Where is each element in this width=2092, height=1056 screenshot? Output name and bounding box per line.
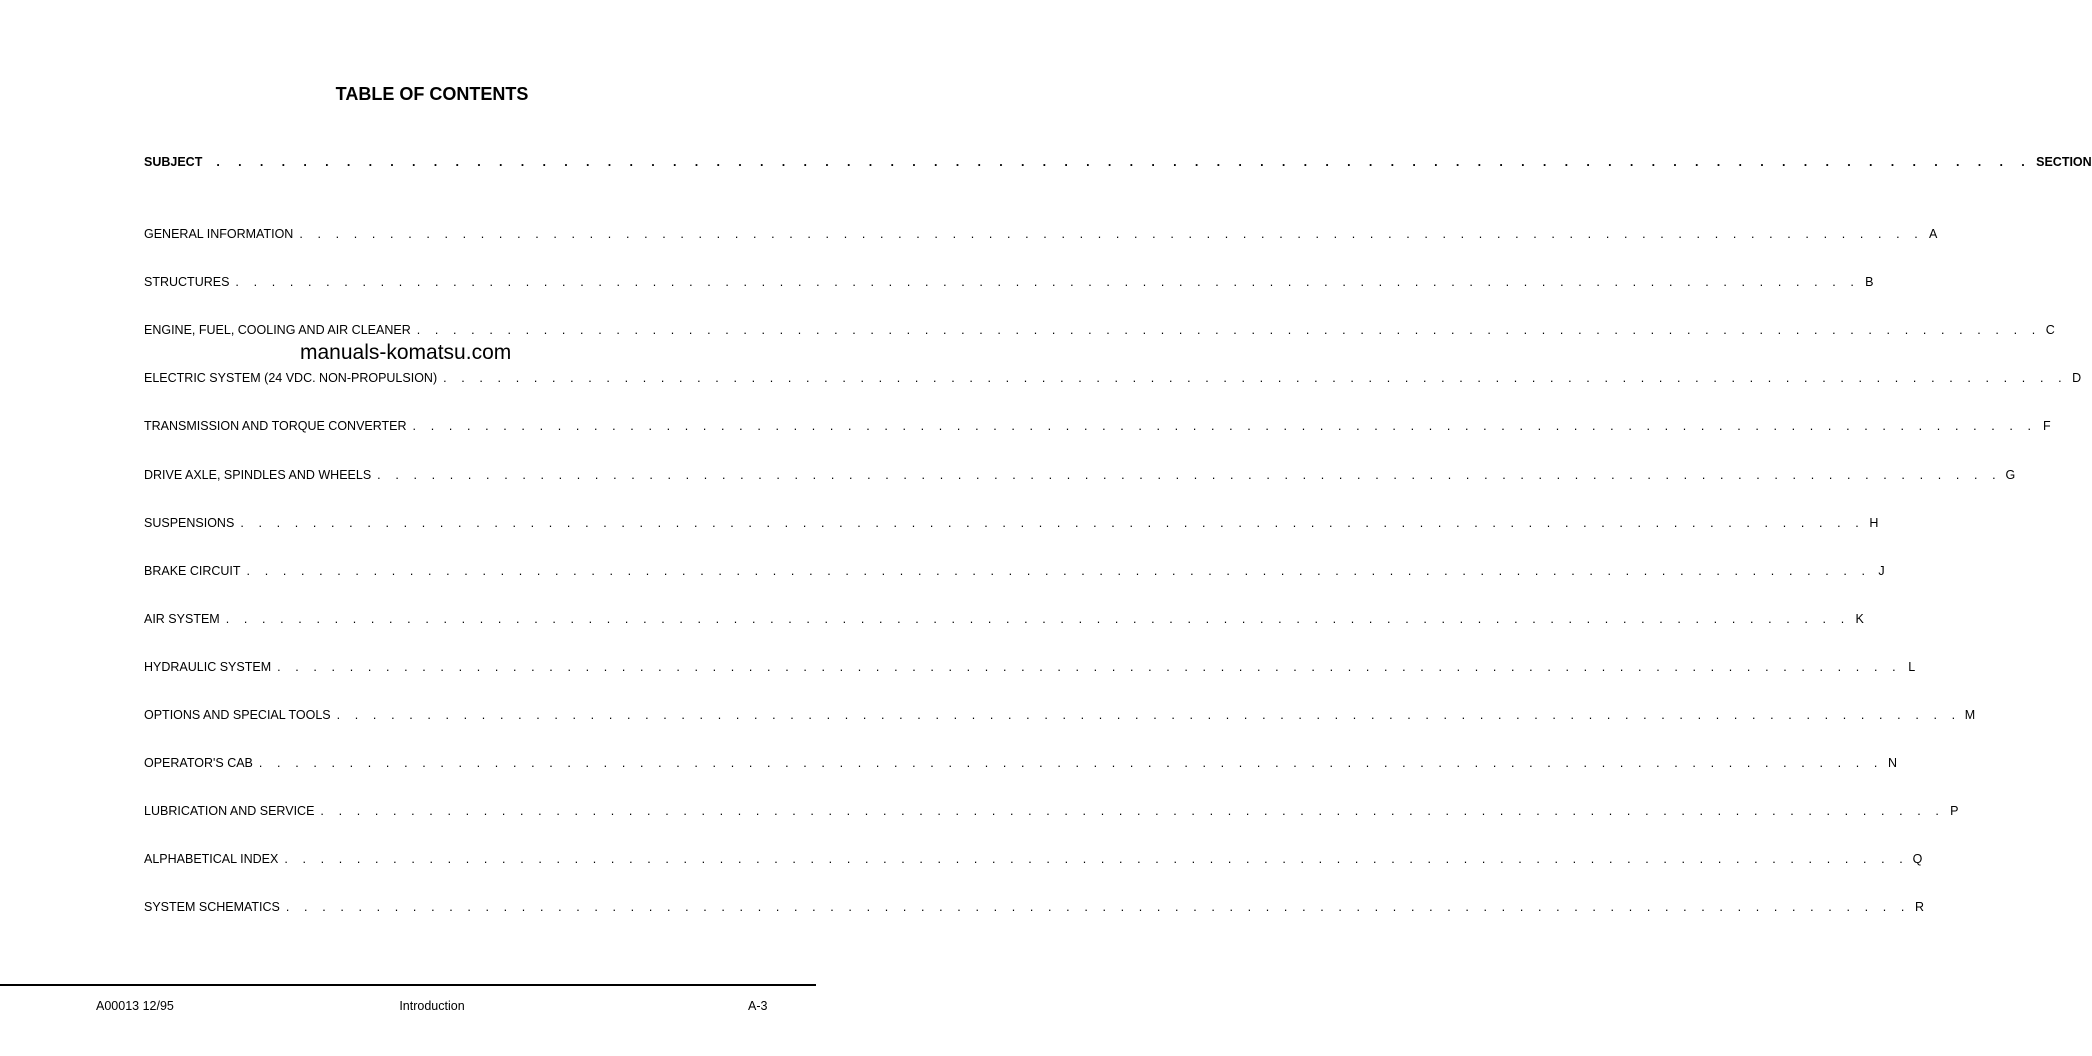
toc-entry-subject: ELECTRIC SYSTEM (24 VDC. NON-PROPULSION) (144, 371, 438, 385)
toc-entry-section: D (2072, 371, 2082, 385)
toc-entry[interactable] (144, 899, 1924, 915)
footer-document-code: A00013 12/95 (96, 999, 174, 1013)
toc-entry[interactable] (144, 563, 1885, 579)
toc-entry[interactable] (144, 274, 1874, 290)
leader-dots: . . . . . . . . . . . . . . . . . . . . . . . . . . . . . . . . . . . . . . . . . . . . . . . . . . . . . . . . . . . . . . . . . . . . . . . . . . . . . . . . . . . . . . . . . . (284, 852, 1909, 866)
footer-page-number: A-3 (748, 999, 768, 1013)
section-column-header: SECTION (2036, 155, 2092, 169)
toc-entry-subject: SYSTEM SCHEMATICS (144, 900, 280, 914)
subject-column-header: SUBJECT (144, 155, 203, 169)
toc-entry-section: A (1929, 227, 1938, 241)
toc-entry[interactable] (144, 659, 1916, 675)
page-title: TABLE OF CONTENTS (335, 84, 529, 104)
toc-entry[interactable] (144, 707, 1976, 723)
toc-entry-subject: SUSPENSIONS (144, 516, 235, 530)
leader-dots: . . . . . . . . . . . . . . . . . . . . . . . . . . . . . . . . . . . . . . . . . . . . . . . . . . . . . . . . . . . . . . . . . . . . . . . . . . . . . . . . . . . . . . . . . . (240, 516, 1865, 530)
toc-entry-subject: GENERAL INFORMATION (144, 227, 294, 241)
footer-rule (0, 984, 816, 986)
toc-entry-subject: DRIVE AXLE, SPINDLES AND WHEELS (144, 468, 372, 482)
toc-entry-section: C (2045, 323, 2055, 337)
toc-header-row (144, 154, 2092, 170)
watermark: manuals-komatsu.com (300, 341, 512, 364)
leader-dots: . . . . . . . . . . . . . . . . . . . . . . . . . . . . . . . . . . . . . . . . . . . . . . . . . . . . . . . . . . . . . . . . . . . . . . . . . . . . . . . . . . . . . . . . . . (258, 756, 1883, 770)
leader-dots: . . . . . . . . . . . . . . . . . . . . . . . . . . . . . . . . . . . . . . . . . . . . . . . . . . . . . . . . . . . . . . . . . . . . . . . . . . . . . . . . . . . . (216, 155, 2033, 169)
toc-entry[interactable] (144, 851, 1923, 867)
toc-entry-subject: HYDRAULIC SYSTEM (144, 660, 272, 674)
toc-entry[interactable] (144, 322, 2055, 338)
leader-dots: . . . . . . . . . . . . . . . . . . . . . . . . . . . . . . . . . . . . . . . . . . . . . . . . . . . . . . . . . . . . . . . . . . . . . . . . . . . . . . . . . . . . . . . . . . (320, 804, 1945, 818)
toc-entry[interactable] (144, 418, 2051, 434)
toc-entry-subject: TRANSMISSION AND TORQUE CONVERTER (144, 419, 407, 433)
toc-entry-section: P (1950, 804, 1959, 818)
toc-entry[interactable] (144, 467, 2016, 483)
toc-entry[interactable] (144, 755, 1897, 771)
toc-entry-subject: OPTIONS AND SPECIAL TOOLS (144, 708, 331, 722)
toc-entry-subject: OPERATOR'S CAB (144, 756, 253, 770)
toc-entry-subject: AIR SYSTEM (144, 612, 220, 626)
toc-entry-subject: LUBRICATION AND SERVICE (144, 804, 315, 818)
toc-entry-section: H (1869, 516, 1879, 530)
leader-dots: . . . . . . . . . . . . . . . . . . . . . . . . . . . . . . . . . . . . . . . . . . . . . . . . . . . . . . . . . . . . . . . . . . . . . . . . . . . . . . . . . . . . . . . . . . (443, 371, 2068, 385)
toc-entry-subject: STRUCTURES (144, 275, 230, 289)
toc-entry[interactable] (144, 611, 1864, 627)
footer-section-name: Introduction (399, 999, 465, 1013)
toc-entry-section: F (2042, 419, 2051, 433)
toc-entry-section: M (1964, 708, 1976, 722)
toc-entry-section: G (2005, 468, 2016, 482)
toc-entry-section: J (1878, 564, 1885, 578)
toc-entry[interactable] (144, 515, 1879, 531)
toc-entry-section: K (1855, 612, 1864, 626)
leader-dots: . . . . . . . . . . . . . . . . . . . . . . . . . . . . . . . . . . . . . . . . . . . . . . . . . . . . . . . . . . . . . . . . . . . . . . . . . . . . . . . . . . . . . . . . . . (246, 564, 1871, 578)
toc-entry-subject: ENGINE, FUEL, COOLING AND AIR CLEANER (144, 323, 411, 337)
toc-entry-subject: BRAKE CIRCUIT (144, 564, 241, 578)
leader-dots: . . . . . . . . . . . . . . . . . . . . . . . . . . . . . . . . . . . . . . . . . . . . . . . . . . . . . . . . . . . . . . . . . . . . . . . . . . . . . . . . . . . . . . . . . . (336, 708, 1961, 722)
toc-entry-section: B (1865, 275, 1874, 289)
leader-dots: . . . . . . . . . . . . . . . . . . . . . . . . . . . . . . . . . . . . . . . . . . . . . . . . . . . . . . . . . . . . . . . . . . . . . . . . . . . . . . . . . . . . . . . . . . (299, 227, 1924, 241)
toc-entry-section: Q (1912, 852, 1923, 866)
toc-entry-subject: ALPHABETICAL INDEX (144, 852, 279, 866)
toc-entry[interactable] (144, 803, 1959, 819)
leader-dots: . . . . . . . . . . . . . . . . . . . . . . . . . . . . . . . . . . . . . . . . . . . . . . . . . . . . . . . . . . . . . . . . . . . . . . . . . . . . . . . . . . . . . . . . . . (225, 612, 1850, 626)
leader-dots: . . . . . . . . . . . . . . . . . . . . . . . . . . . . . . . . . . . . . . . . . . . . . . . . . . . . . . . . . . . . . . . . . . . . . . . . . . . . . . . . . . . . . . . . . . (235, 275, 1860, 289)
toc-entry-section: L (1908, 660, 1916, 674)
toc-entry-section: N (1887, 756, 1897, 770)
leader-dots: . . . . . . . . . . . . . . . . . . . . . . . . . . . . . . . . . . . . . . . . . . . . . . . . . . . . . . . . . . . . . . . . . . . . . . . . . . . . . . . . . . . . . . . . . . (416, 323, 2041, 337)
leader-dots: . . . . . . . . . . . . . . . . . . . . . . . . . . . . . . . . . . . . . . . . . . . . . . . . . . . . . . . . . . . . . . . . . . . . . . . . . . . . . . . . . . . . . . . . . . (285, 900, 1910, 914)
toc-entry[interactable] (144, 226, 1938, 242)
toc-entry-section: R (1914, 900, 1924, 914)
leader-dots: . . . . . . . . . . . . . . . . . . . . . . . . . . . . . . . . . . . . . . . . . . . . . . . . . . . . . . . . . . . . . . . . . . . . . . . . . . . . . . . . . . . . . . . . . . (412, 419, 2037, 433)
toc-entry[interactable] (144, 370, 2082, 386)
leader-dots: . . . . . . . . . . . . . . . . . . . . . . . . . . . . . . . . . . . . . . . . . . . . . . . . . . . . . . . . . . . . . . . . . . . . . . . . . . . . . . . . . . . . . . . . . . (377, 468, 2002, 482)
leader-dots: . . . . . . . . . . . . . . . . . . . . . . . . . . . . . . . . . . . . . . . . . . . . . . . . . . . . . . . . . . . . . . . . . . . . . . . . . . . . . . . . . . . . . . . . . . (277, 660, 1902, 674)
